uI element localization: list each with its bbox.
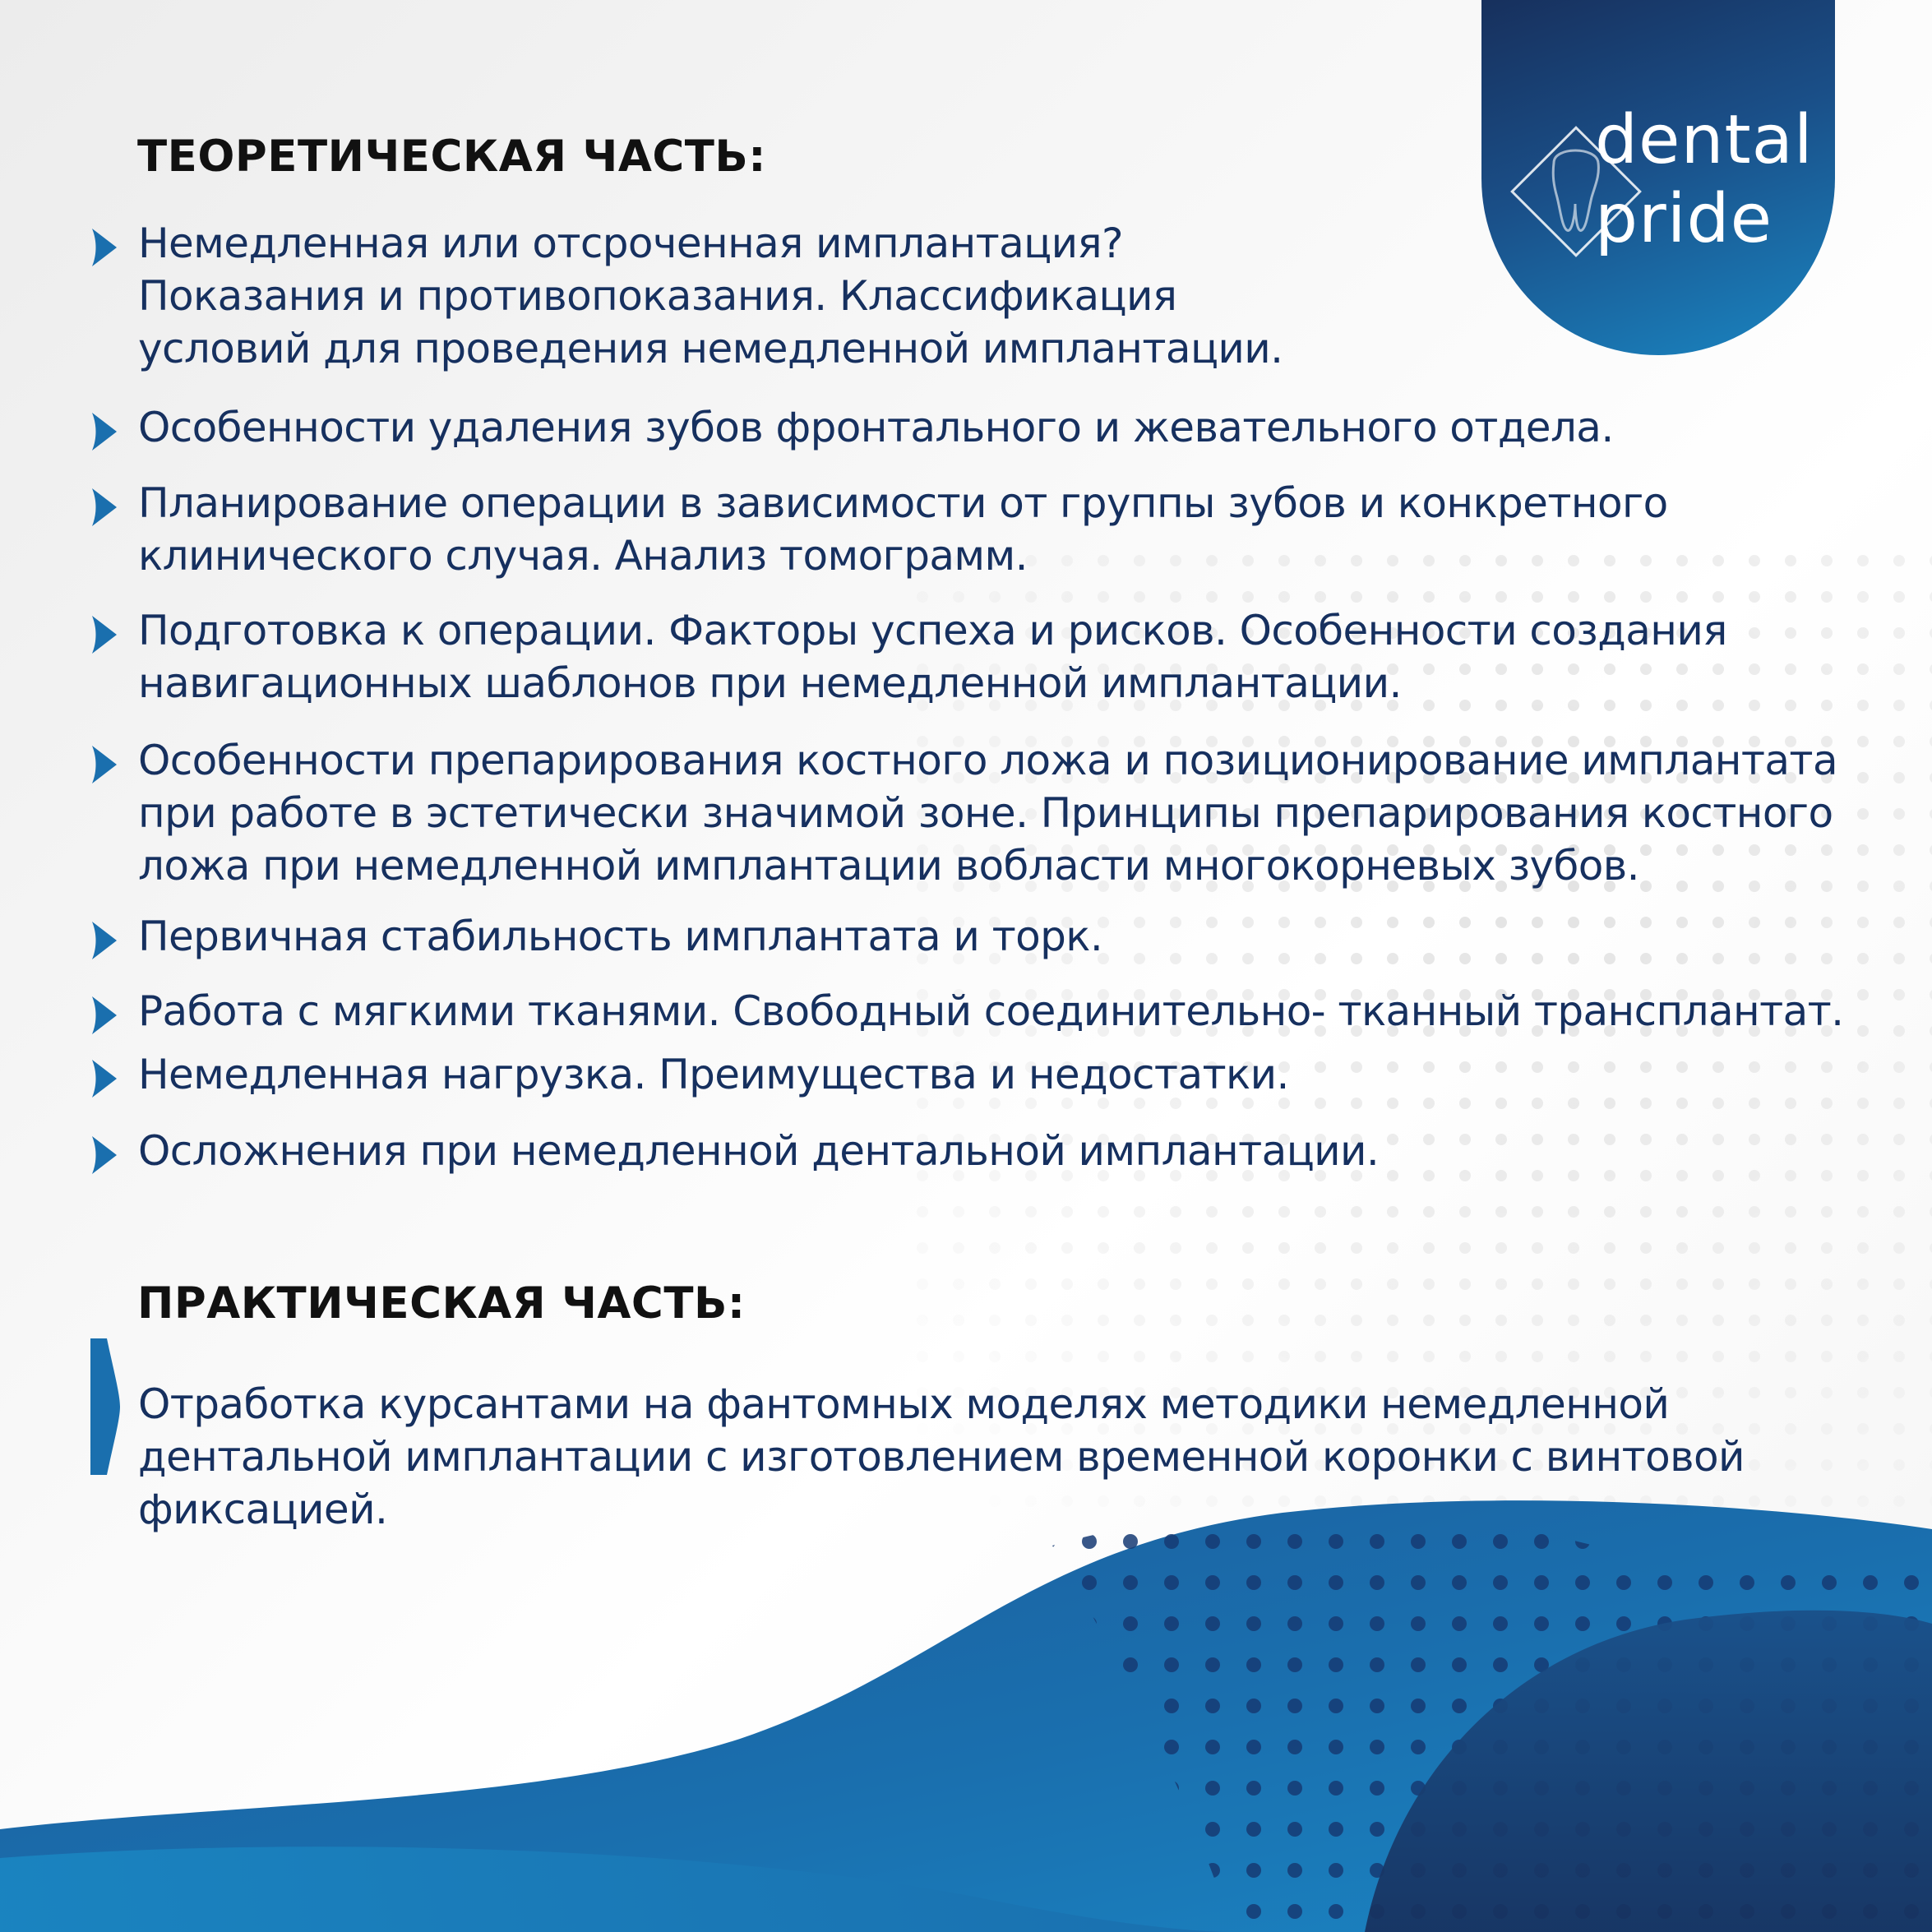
- theory-item-text: Первичная стабильность имплантата и торк.: [138, 913, 1103, 960]
- arrow-bullet-icon: [90, 1058, 118, 1099]
- arrow-bullet-icon: [90, 920, 118, 961]
- theory-item-text: Особенности препарирования костного ложа и позиционирование имплантата при работе в эстетически значимой зоне. Принципы препарирования костного ложа при немедленной имплантации вобласти многокорневых зубов.: [138, 737, 1837, 890]
- theory-item-text: Немедленная нагрузка. Преимущества и недостатки.: [138, 1051, 1289, 1098]
- logo-text-pride: pride: [1595, 180, 1773, 258]
- theory-item-text: Подготовка к операции. Факторы успеха и рисков. Особенности создания навигационных шаблонов при немедленной имплантации.: [138, 607, 1727, 707]
- arrow-bullet-icon: [90, 411, 118, 452]
- theory-heading: ТЕОРЕТИЧЕСКАЯ ЧАСТЬ:: [137, 132, 766, 182]
- theory-item-text: Осложнения при немедленной дентальной имплантации.: [138, 1127, 1380, 1175]
- practice-item-text: Отработка курсантами на фантомных моделях методики немедленной дентальной имплантации с изготовлением временной коронки с винтовой фиксацией.: [138, 1380, 1745, 1533]
- theory-item-text: Планирование операции в зависимости от группы зубов и конкретного клинического случая. Анализ томограмм.: [138, 479, 1668, 580]
- arrow-bullet-icon: [90, 614, 118, 655]
- arrow-bullet-icon: [90, 227, 118, 268]
- chevron-bar-icon: [89, 1337, 122, 1477]
- practice-heading: ПРАКТИЧЕСКАЯ ЧАСТЬ:: [137, 1278, 746, 1329]
- theory-item-text: Особенности удаления зубов фронтального и жевательного отдела.: [138, 404, 1614, 451]
- arrow-bullet-icon: [90, 744, 118, 785]
- logo-text-dental: dental: [1595, 101, 1814, 179]
- arrow-bullet-icon: [90, 1135, 118, 1176]
- arrow-bullet-icon: [90, 487, 118, 528]
- theory-item-text: Немедленная или отсроченная имплантация? Показания и противопоказания. Классификация условий для проведения немедленной имплантации.: [138, 220, 1283, 372]
- arrow-bullet-icon: [90, 995, 118, 1036]
- theory-item-text: Работа с мягкими тканями. Свободный соединительно- тканный трансплантат.: [138, 987, 1844, 1035]
